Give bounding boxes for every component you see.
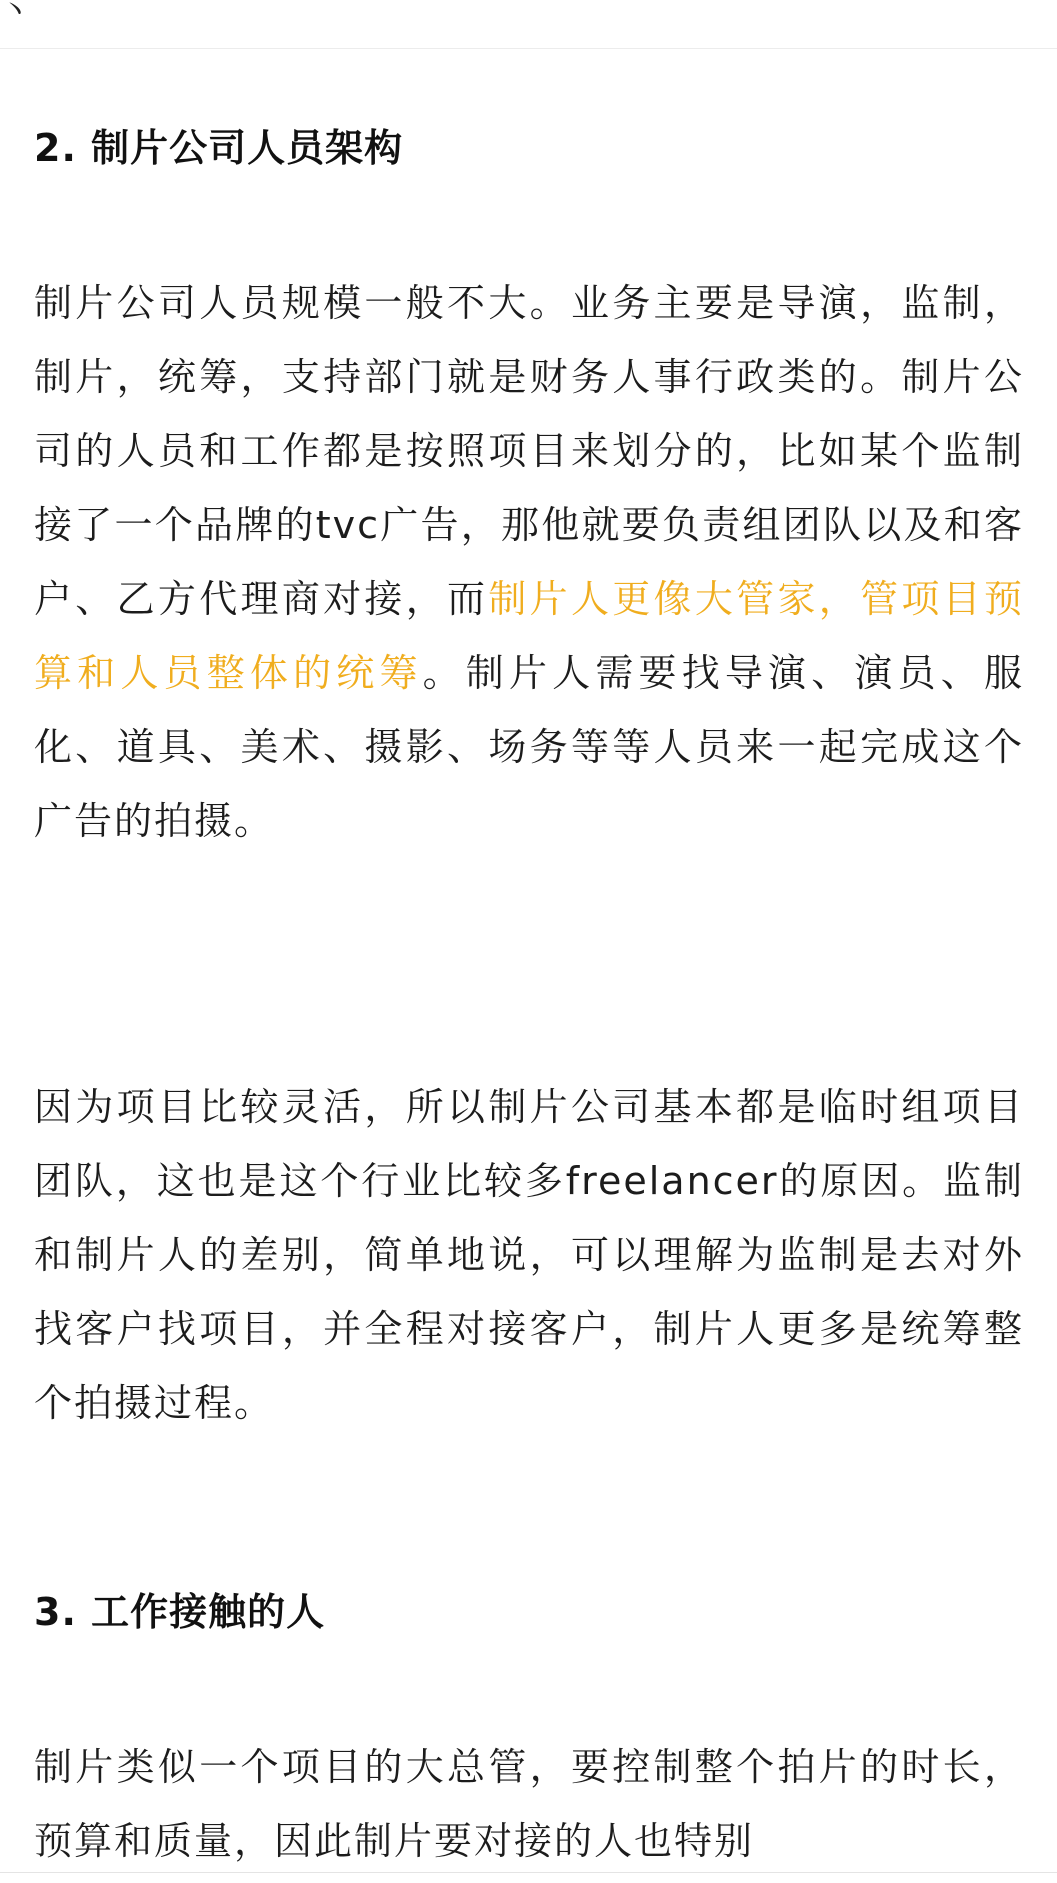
highlighted-text: 制片人更像大管家，管项目预算和人员整体的统筹 (34, 577, 1024, 695)
bottom-divider (0, 1872, 1057, 1873)
clipped-text-fragment: 丶 (0, 0, 30, 29)
top-strip (0, 0, 1057, 49)
section-2-paragraph-2: 因为项目比较灵活，所以制片公司基本都是临时组项目团队，这也是这个行业比较多freelancer的原因。监制和制片人的差别，简单地说，可以理解为监制是去对外找客户找项目，并全程对接客户，制片人更多是统筹整个拍摄过程。 (34, 1085, 1024, 1425)
section-2-heading: 2. 制片公司人员架构 (34, 126, 404, 170)
section-2-paragraph-1 (34, 266, 1024, 858)
section-3-paragraph-1: 制片类似一个项目的大总管，要控制整个拍片的时长，预算和质量，因此制片要对接的人也特别 (34, 1745, 1024, 1863)
section-3-heading: 3. 工作接触的人 (34, 1590, 326, 1634)
paragraph-text-after: 。制片人需要找导演、演员、服化、道具、美术、摄影、场务等等人员来一起完成这个广告的拍摄。 (34, 651, 1024, 843)
paragraph-text-before: 制片公司人员规模一般不大。业务主要是导演，监制，制片，统筹，支持部门就是财务人事行政类的。制片公司的人员和工作都是按照项目来划分的，比如某个监制接了一个品牌的tvc广告，那他就要负责组团队以及和客户、乙方代理商对接，而 (34, 281, 1024, 621)
